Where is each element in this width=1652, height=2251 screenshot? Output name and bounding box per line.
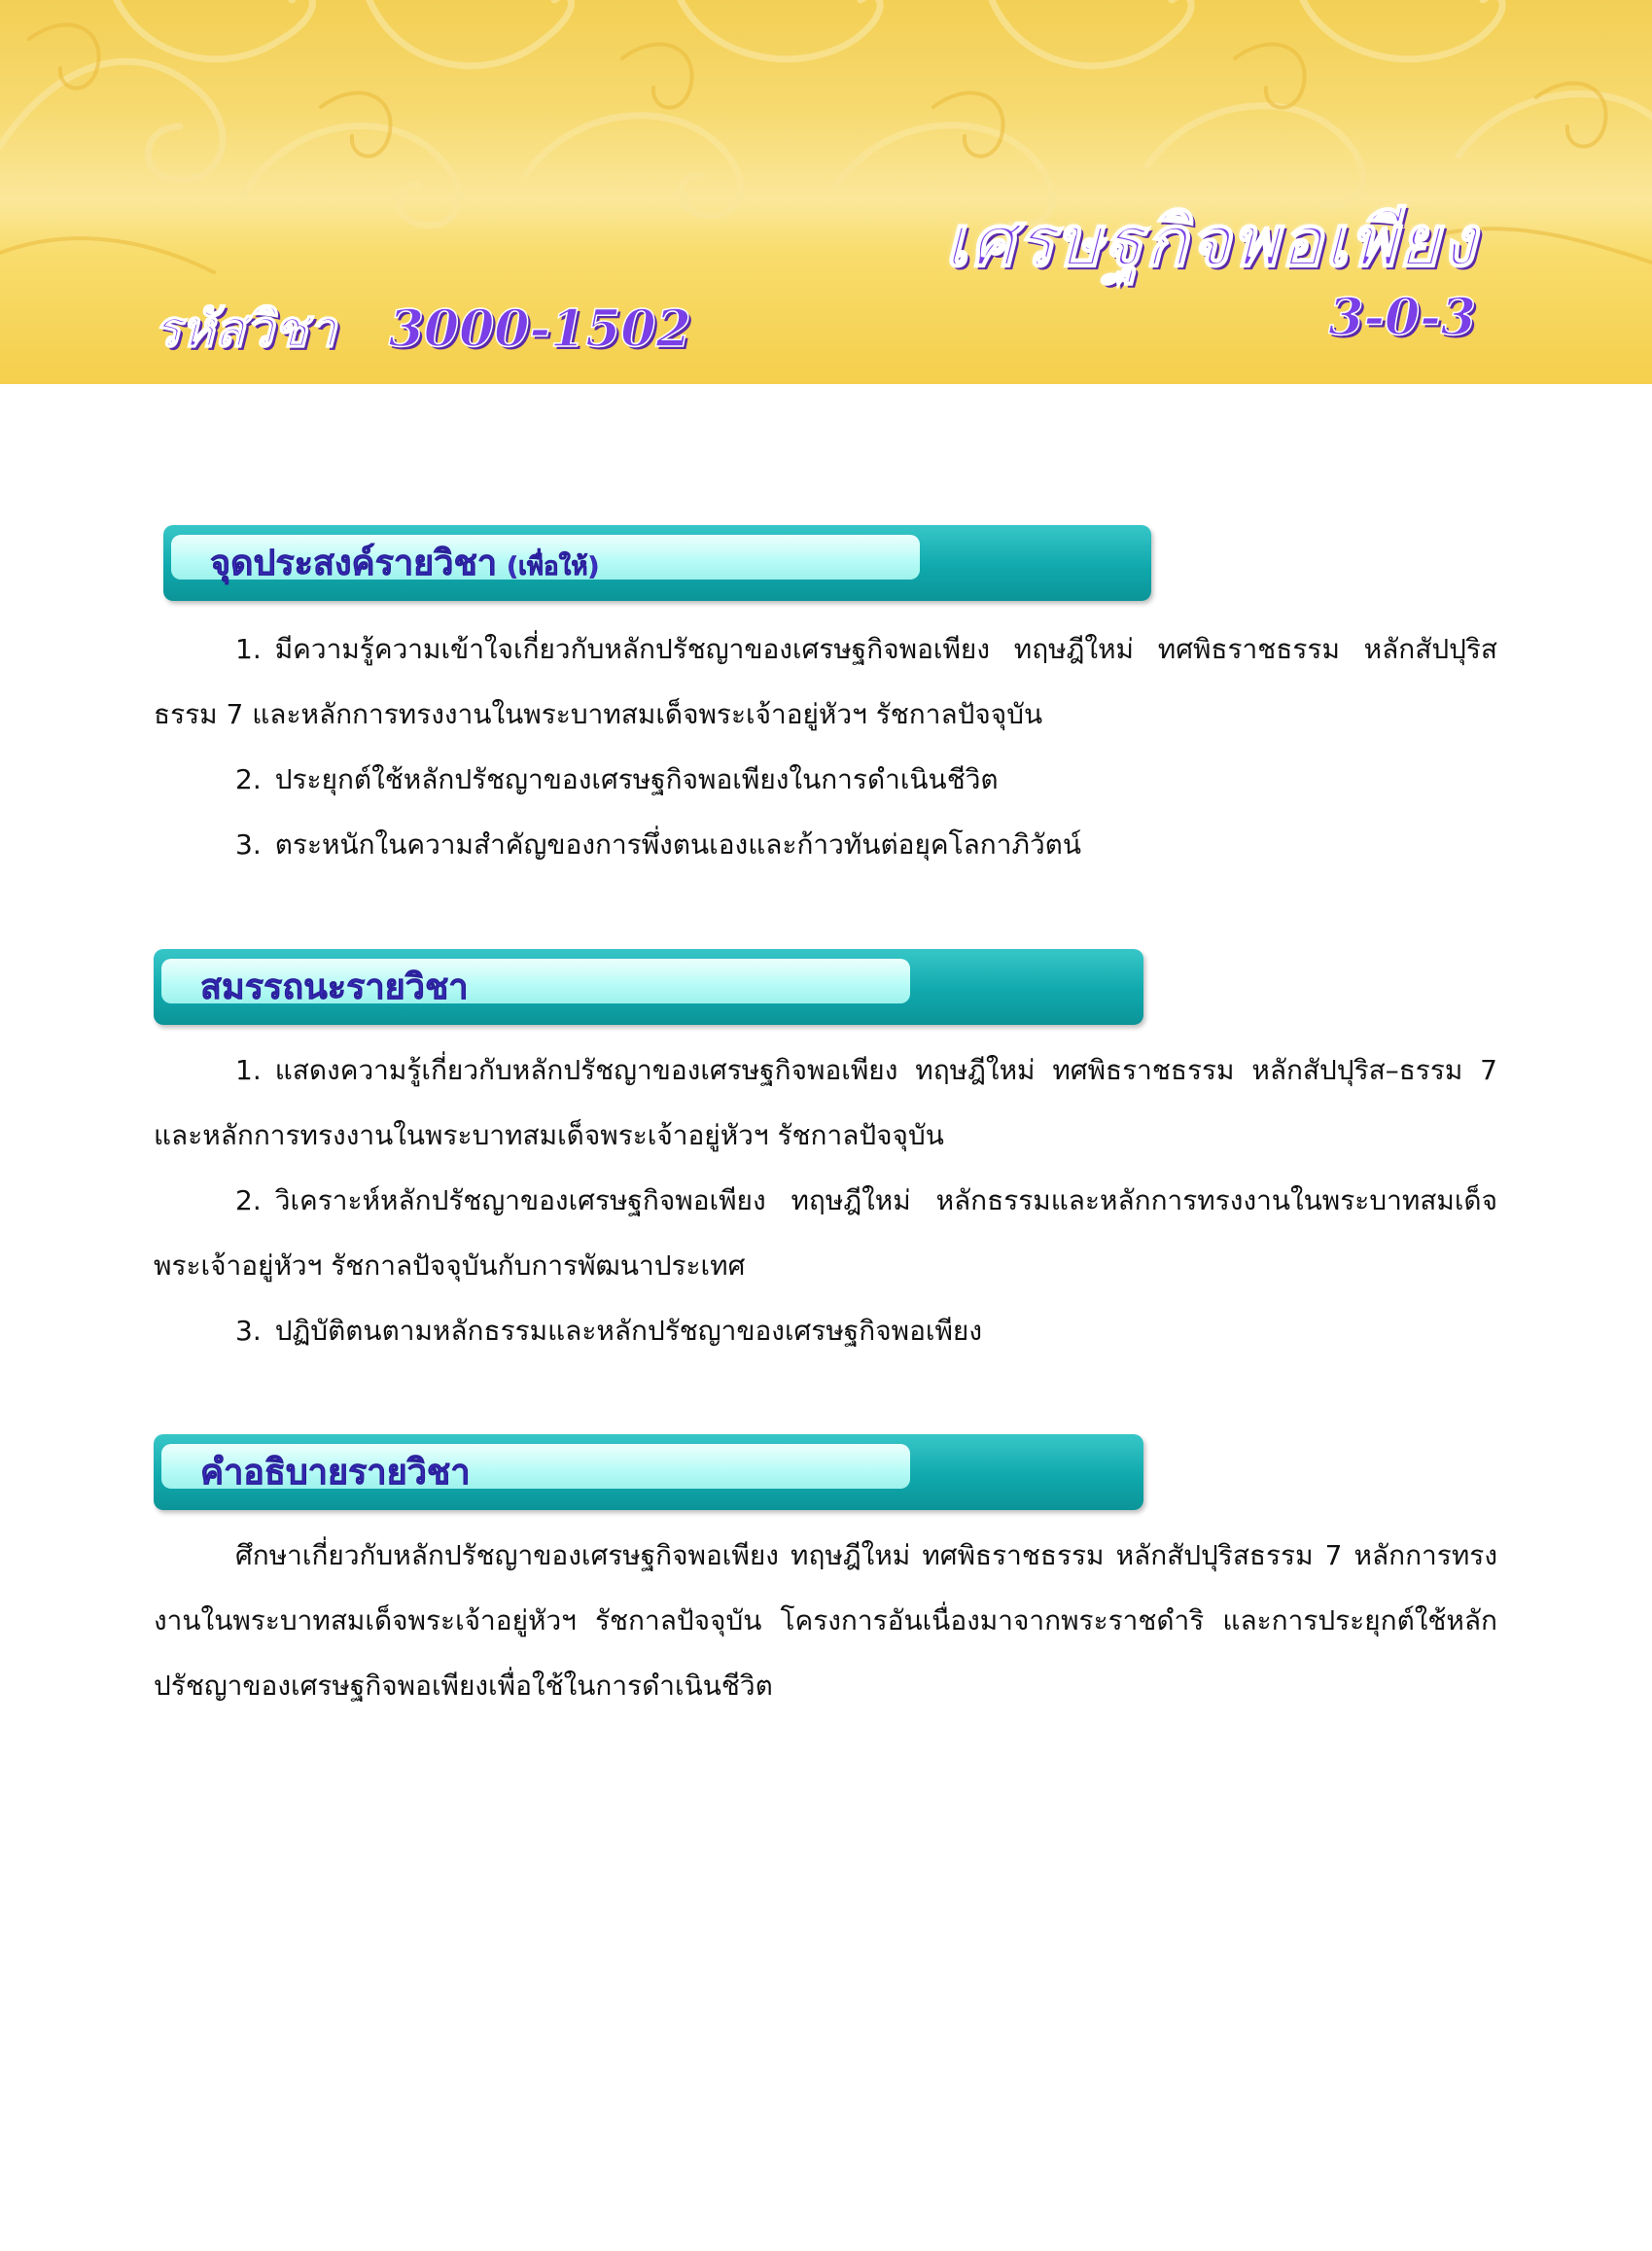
description-heading-bar [154, 1434, 1143, 1510]
competency-number: 2. [235, 1184, 262, 1216]
header-banner [0, 0, 1652, 384]
objective-item-2 [154, 747, 1497, 812]
course-code: 3000-1502 [388, 299, 691, 359]
course-code-row [154, 288, 1476, 369]
objective-item-1 [154, 616, 1497, 747]
objectives-subtitle: (เพื่อให้) [507, 552, 600, 581]
competency-number: 3. [235, 1315, 262, 1347]
course-title: เศรษฐกิจพอเพียง [943, 199, 1477, 282]
competency-item-1 [154, 1038, 1497, 1168]
objective-number: 1. [235, 633, 262, 665]
competency-text: แสดงความรู้เกี่ยวกับหลักปรัชญาของเศรษฐกิจพอเพียง ทฤษฎีใหม่ ทศพิธราชธรรม หลักสัปปุริส–ธรรม 7 และหลักการทรงงานในพระบาทสมเด็จพระเจ้าอยู่หัวฯ รัชกาลปัจจุบัน [154, 1054, 1497, 1151]
competency-number: 1. [235, 1054, 262, 1086]
objective-text: ตระหนักในความสำคัญของการพึ่งตนเองและก้าวทันต่อยุคโลกาภิวัตน์ [274, 828, 1081, 861]
objective-item-3 [154, 812, 1497, 877]
competencies-title: สมรรถนะรายวิชา [200, 967, 469, 1007]
competency-item-3 [154, 1298, 1497, 1363]
course-code-label: รหัสวิชา [154, 299, 336, 359]
competencies-heading-bar [154, 949, 1143, 1025]
competency-text: วิเคราะห์หลักปรัชญาของเศรษฐกิจพอเพียง ทฤษฎีใหม่ หลักธรรมและหลักการทรงงานในพระบาทสมเด็จพระเจ้าอยู่หัวฯ รัชกาลปัจจุบันกับการพัฒนาประเทศ [154, 1184, 1497, 1282]
objective-number: 3. [235, 828, 262, 861]
description-title: คำอธิบายรายวิชา [200, 1453, 471, 1493]
objectives-title-text: จุดประสงค์รายวิชา [210, 544, 498, 583]
objective-number: 2. [235, 763, 262, 795]
description-text: ศึกษาเกี่ยวกับหลักปรัชญาของเศรษฐกิจพอเพียง ทฤษฎีใหม่ ทศพิธราชธรรม หลักสัปปุริสธรรม 7 หลักการทรงงานในพระบาทสมเด็จพระเจ้าอยู่หัวฯ รัชกาลปัจจุบัน โครงการอันเนื่องมาจากพระราชดำริ และการประยุกต์ใช้หลักปรัชญาของเศรษฐกิจพอเพียงเพื่อใช้ในการดำเนินชีวิต [154, 1539, 1497, 1702]
competency-item-2 [154, 1168, 1497, 1298]
course-credits: 3-0-3 [1328, 288, 1476, 347]
objectives-heading-bar [163, 525, 1151, 601]
competency-text: ปฏิบัติตนตามหลักธรรมและหลักปรัชญาของเศรษฐกิจพอเพียง [274, 1315, 982, 1347]
objective-text: มีความรู้ความเข้าใจเกี่ยวกับหลักปรัชญาของเศรษฐกิจพอเพียง ทฤษฎีใหม่ ทศพิธราชธรรม หลักสัปปุริสธรรม 7 และหลักการทรงงานในพระบาทสมเด็จพระเจ้าอยู่หัวฯ รัชกาลปัจจุบัน [154, 633, 1497, 730]
objectives-title [210, 535, 599, 590]
objective-text: ประยุกต์ใช้หลักปรัชญาของเศรษฐกิจพอเพียงในการดำเนินชีวิต [274, 763, 999, 795]
